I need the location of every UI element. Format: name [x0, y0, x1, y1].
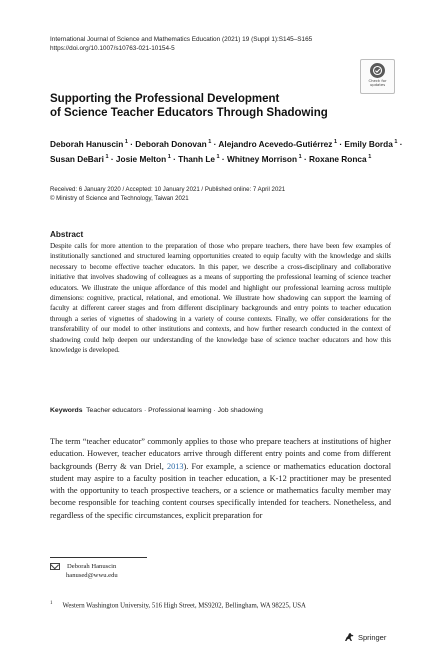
author-list — [50, 136, 405, 165]
author-name: Emily Borda — [344, 138, 393, 149]
springer-horse-icon — [344, 632, 355, 642]
author-separator: · — [211, 138, 219, 149]
author-name: Susan DeBari — [50, 153, 104, 164]
author-separator: · — [108, 153, 116, 164]
author-affiliation-mark: 1 — [166, 153, 171, 160]
author-name: Deborah Donovan — [135, 138, 207, 149]
keywords-text: Teacher educators · Professional learning · Job shadowing — [86, 407, 263, 414]
author-separator: · — [337, 138, 345, 149]
correspondence-name: Deborah Hanuscin — [67, 563, 117, 570]
author-affiliation-mark: 1 — [297, 153, 302, 160]
copyright-notice: © Ministry of Science and Technology, Taiwan 2021 — [50, 195, 189, 202]
correspondence — [50, 562, 118, 580]
author-affiliation-mark: 1 — [123, 139, 128, 145]
footnote-divider — [50, 557, 147, 558]
intro-text-part1: The term “teacher educator” commonly applies to those who prepare teachers at institutions of higher education. However, teacher educators arrive through different entry points and come from different backgrounds (Berry & van Driel, — [50, 437, 391, 471]
author-name: Roxane Ronca — [309, 153, 367, 164]
publication-dates: Received: 6 January 2020 / Accepted: 10 January 2021 / Published online: 7 April 2021 — [50, 186, 286, 193]
author-separator: · — [127, 138, 136, 149]
author-affiliation-mark: 1 — [206, 139, 212, 145]
author-separator: · — [301, 153, 310, 164]
intro-text-part2: ). For example, a science or mathematics education doctoral student may aspire to a faculty position in teacher education, a K-12 practitioner may be presented with the opportunity to teach prospective teachers, or a science or mathematics faculty member may become responsible for teaching content courses specifically intended for teachers. Nonetheless, and regardless of the specific circumstances, explicit preparation for — [50, 461, 391, 520]
correspondence-email[interactable]: hanused@wwu.edu — [66, 572, 118, 579]
author-affiliation-mark: 1 — [392, 139, 398, 145]
affiliation-text: Western Washington University, 516 High Street, MS9202, Bellingham, WA 98225, USA — [62, 602, 306, 610]
author-separator: · — [170, 153, 179, 164]
publisher-logo — [344, 632, 386, 642]
publisher-name: Springer — [358, 632, 387, 642]
journal-citation: International Journal of Science and Mathematics Education (2021) 19 (Suppl 1):S145–S165 — [50, 36, 313, 43]
keywords — [50, 407, 263, 414]
author-affiliation-mark: 1 — [366, 153, 372, 160]
author-affiliation-mark: 1 — [103, 153, 109, 160]
badge-label: Check for updates — [368, 78, 387, 88]
doi-link[interactable]: https://doi.org/10.1007/s10763-021-10154-5 — [50, 45, 175, 52]
title-line-2: of Science Teacher Educators Through Shadowing — [50, 106, 328, 119]
author-name: Whitney Morrison — [227, 153, 298, 164]
check-for-updates-badge[interactable] — [360, 59, 395, 94]
abstract-body: Despite calls for more attention to the preparation of those who prepare teachers, there have been few examples of institutionally sanctioned and structured learning opportunities created to equip faculty with the knowledge and skills necessary to become effective teacher educators. In this paper, we describe a cross-disciplinary and collaborative initiative that involves shadowing of colleagues as a means of supporting the professional learning of science teacher educators. We illustrate the unique affordance of this model and highlight our professional learning across multiple dimensions: cognitive, practical, relational, and emotional. We illustrate how shadowing can support the learning of faculty at different career stages and from different disciplinary backgrounds and entry points to teacher education through a series of vignettes of shadowing in a variety of course contexts. Finally, we offer considerations for the transferability of our model to other institutions and contexts, and how further research conducted in the context of shadowing could help deepen our understanding of the knowledge base of science teacher educators and how this knowledge is developed. — [50, 242, 391, 355]
affiliation-mark: 1 — [50, 601, 53, 606]
keywords-label: Keywords — [50, 407, 83, 414]
author-affiliation-mark: 1 — [215, 153, 220, 160]
check-updates-icon — [370, 63, 385, 78]
author-separator: · — [397, 138, 403, 149]
intro-paragraph — [50, 436, 391, 522]
author-name: Thanh Le — [178, 153, 216, 164]
author-separator: · — [219, 153, 227, 164]
article-title — [50, 93, 350, 120]
author-name: Deborah Hanuscin — [50, 138, 124, 149]
author-name: Alejandro Acevedo-Gutiérrez — [218, 138, 333, 149]
title-line-1: Supporting the Professional Development — [50, 93, 280, 105]
citation-link[interactable]: 2013 — [166, 461, 184, 471]
author-name: Josie Melton — [115, 153, 167, 164]
envelope-icon — [50, 563, 60, 571]
affiliation — [50, 601, 306, 609]
abstract-heading: Abstract — [50, 230, 84, 239]
author-affiliation-mark: 1 — [332, 139, 338, 145]
